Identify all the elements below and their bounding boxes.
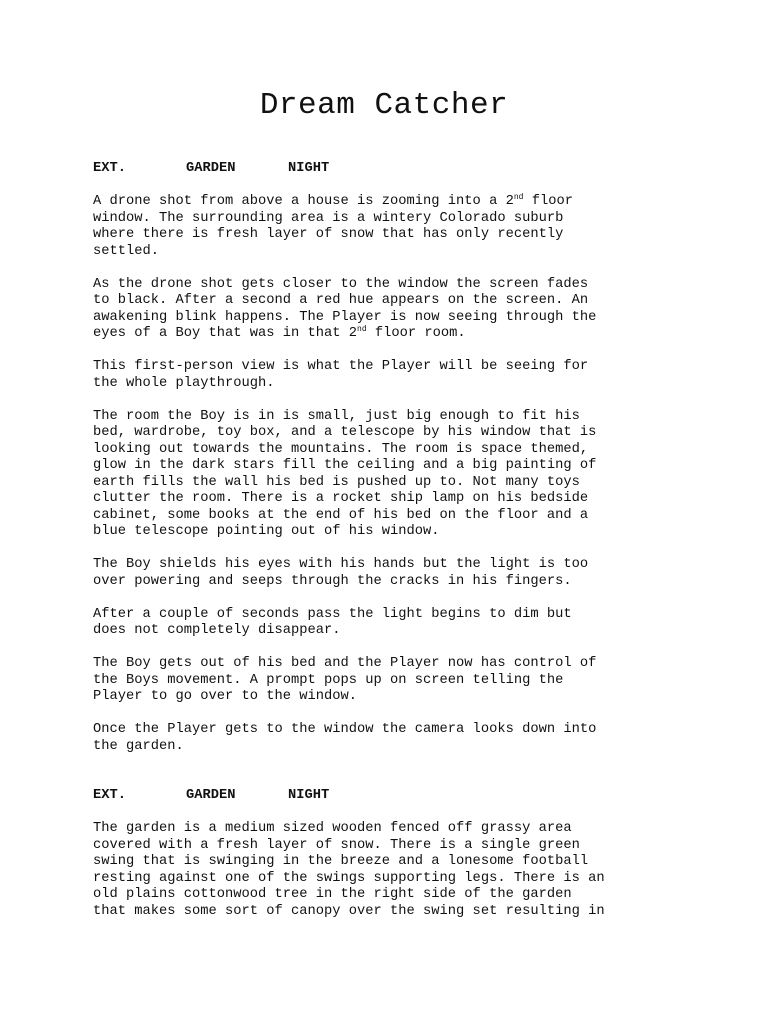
line-text: The room the Boy is in is small, just big enough to fit his — [93, 408, 580, 424]
line-text: awakening blink happens. The Player is now seeing through the — [93, 309, 597, 325]
action-line — [93, 722, 683, 739]
action-paragraph — [93, 557, 683, 590]
action-line — [93, 656, 683, 673]
action-line — [93, 277, 683, 294]
line-text: over powering and seeps through the cracks in his fingers. — [93, 573, 572, 589]
line-text: Player to go over to the window. — [93, 689, 358, 704]
action-line — [93, 310, 683, 327]
line-text: that makes some sort of canopy over the swing set resulting in — [93, 903, 605, 919]
action-line — [93, 227, 683, 244]
script-body — [93, 161, 683, 937]
line-text: window. The surrounding area is a wintery Colorado suburb — [93, 210, 564, 226]
action-line — [93, 904, 683, 921]
line-text: floor room. — [366, 326, 466, 341]
action-line — [93, 689, 683, 706]
action-line — [93, 871, 683, 888]
line-text: earth fills the wall his bed is pushed up to. Not many toys — [93, 474, 580, 490]
line-text: This first-person view is what the Player will be seeing for — [93, 359, 589, 374]
line-text: does not completely disappear. — [93, 623, 341, 638]
scene-gap — [93, 772, 683, 789]
line-text: the whole playthrough. — [93, 375, 275, 391]
action-line — [93, 524, 683, 541]
action-line — [93, 623, 683, 640]
action-line — [93, 458, 683, 475]
action-line — [93, 211, 683, 228]
line-text: glow in the dark stars fill the ceiling and a big painting of — [93, 458, 597, 473]
action-line — [93, 194, 683, 211]
action-line — [93, 293, 683, 310]
action-paragraph — [93, 656, 683, 706]
action-line — [93, 244, 683, 261]
ordinal-suffix: nd — [513, 193, 524, 202]
action-paragraph — [93, 194, 683, 260]
scene-heading-part: NIGHT — [288, 788, 330, 803]
line-text: the garden. — [93, 738, 184, 754]
action-line — [93, 425, 683, 442]
line-text: to black. After a second a red hue appears on the screen. An — [93, 293, 589, 308]
action-paragraph — [93, 409, 683, 541]
action-line — [93, 475, 683, 492]
action-line — [93, 821, 683, 838]
line-text: floor — [523, 194, 573, 209]
action-line — [93, 359, 683, 376]
scene-heading-part: GARDEN — [186, 788, 236, 803]
line-text: As the drone shot gets closer to the window the screen fades — [93, 276, 589, 292]
action-line — [93, 442, 683, 459]
line-text: settled. — [93, 243, 160, 259]
action-paragraph — [93, 607, 683, 640]
line-text: bed, wardrobe, toy box, and a telescope by his window that is — [93, 425, 597, 440]
action-line — [93, 574, 683, 591]
line-text: After a couple of seconds pass the light begins to dim but — [93, 606, 572, 622]
line-text: clutter the room. There is a rocket ship lamp on his bedside — [93, 491, 589, 506]
scene-heading-part: EXT. — [93, 788, 127, 803]
line-text: The Boy shields his eyes with his hands but the light is too — [93, 557, 589, 572]
line-text: The garden is a medium sized wooden fenced off grassy area — [93, 821, 572, 836]
action-line — [93, 491, 683, 508]
line-text: A drone shot from above a house is zooming into a 2 — [93, 194, 514, 209]
action-paragraph — [93, 277, 683, 343]
action-line — [93, 409, 683, 426]
action-line — [93, 854, 683, 871]
scene-heading-part: GARDEN — [186, 161, 236, 176]
action-paragraph — [93, 821, 683, 920]
line-text: resting against one of the swings supporting legs. There is an — [93, 870, 605, 886]
action-line — [93, 673, 683, 690]
line-text: Once the Player gets to the window the camera looks down into — [93, 722, 597, 737]
scene-heading-part: NIGHT — [288, 161, 330, 176]
action-line — [93, 557, 683, 574]
action-paragraph — [93, 359, 683, 392]
action-line — [93, 508, 683, 525]
action-line — [93, 838, 683, 855]
action-line — [93, 326, 683, 343]
ordinal-suffix: nd — [357, 325, 367, 334]
line-text: cabinet, some books at the end of his bed on the floor and a — [93, 507, 589, 523]
scene-heading-part: EXT. — [93, 161, 127, 176]
line-text: old plains cottonwood tree in the right side of the garden — [93, 887, 572, 902]
scene-heading — [93, 161, 683, 178]
line-text: where there is fresh layer of snow that has only recently — [93, 227, 564, 242]
action-line — [93, 739, 683, 756]
action-line — [93, 607, 683, 624]
line-text: the Boys movement. A prompt pops up on screen telling the — [93, 672, 564, 688]
line-text: blue telescope pointing out of his window. — [93, 524, 440, 539]
action-line — [93, 376, 683, 393]
scene-heading — [93, 788, 683, 805]
line-text: looking out towards the mountains. The room is space themed, — [93, 441, 589, 457]
line-text: covered with a fresh layer of snow. There is a single green — [93, 837, 580, 853]
action-line — [93, 887, 683, 904]
line-text: swing that is swinging in the breeze and a lonesome football — [93, 854, 589, 869]
action-paragraph — [93, 722, 683, 755]
line-text: The Boy gets out of his bed and the Player now has control of — [93, 656, 597, 671]
document-title: Dream Catcher — [259, 88, 509, 123]
line-text: eyes of a Boy that was in that 2 — [93, 326, 358, 341]
